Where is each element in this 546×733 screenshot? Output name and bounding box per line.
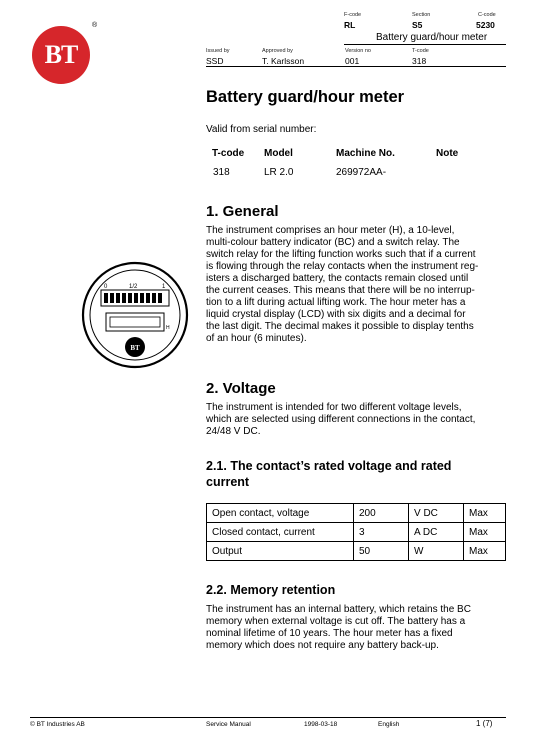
table-row <box>207 523 506 542</box>
rated-cell: Max <box>464 504 506 523</box>
footer-language: English <box>378 721 400 728</box>
info-cell-machine: 269972AA- <box>336 167 387 178</box>
rated-cell: Max <box>464 523 506 542</box>
rated-cell: 3 <box>354 523 409 542</box>
page-title: Battery guard/hour meter <box>206 88 405 106</box>
table-row <box>207 504 506 523</box>
issued-label: Issued by <box>206 48 230 54</box>
info-header-tcode: T-code <box>212 148 245 159</box>
rated-voltage-table <box>206 503 506 561</box>
gauge-right-label: 1 <box>162 284 166 290</box>
footer-rule <box>30 717 506 718</box>
info-cell-tcode: 318 <box>213 167 230 178</box>
header-rule-bottom <box>206 66 506 67</box>
approved-label: Approved by <box>262 48 293 54</box>
tcode-label: T-code <box>412 48 429 54</box>
section-memory-text: The instrument has an internal battery, which retains the BC memory when external voltage is cut off. The battery has a nominal lifetime of 10 years. The hour meter has a fixed memory which does not require any battery back-up. <box>206 604 471 651</box>
section-memory-heading: 2.2. Memory retention <box>206 583 336 597</box>
gauge-left-label: 0 <box>104 284 108 290</box>
header-doc-title: Battery guard/hour meter <box>376 32 488 43</box>
rated-cell: 50 <box>354 542 409 561</box>
ccode-label: C-code <box>478 12 496 18</box>
section-label: Section <box>412 12 431 18</box>
footer-page-number: 1 (7) <box>476 719 493 728</box>
version-value: 001 <box>345 56 360 66</box>
gauge-bt-logo: BT <box>130 344 140 352</box>
gauge-scale-label: 1/2 <box>129 284 138 290</box>
registered-mark: ® <box>92 22 98 29</box>
footer-manual: Service Manual <box>206 721 251 728</box>
valid-from-text: Valid from serial number: <box>206 124 317 135</box>
battery-gauge-illustration <box>80 260 190 370</box>
rated-cell: Max <box>464 542 506 561</box>
fcode-value: RL <box>344 20 356 30</box>
issued-value: SSD <box>206 56 224 66</box>
footer-date: 1998-03-18 <box>304 721 338 728</box>
footer-copyright: © BT Industries AB <box>30 721 85 728</box>
section-rated-heading: 2.1. The contact’s rated voltage and rated current <box>206 459 452 489</box>
tcode-value: 318 <box>412 56 427 66</box>
bt-logo <box>32 26 90 84</box>
section-voltage-text: The instrument is intended for two different voltage levels, which are selected using different connections in the contact, 24/48 V DC. <box>206 402 476 437</box>
info-header-note: Note <box>436 148 459 159</box>
rated-cell: V DC <box>409 504 464 523</box>
approved-value: T. Karlsson <box>262 56 305 66</box>
rated-cell: Closed contact, current <box>207 523 354 542</box>
gauge-h-label: H <box>166 325 170 331</box>
section-general-heading: 1. General <box>206 203 279 220</box>
info-cell-model: LR 2.0 <box>264 167 294 178</box>
rated-cell: 200 <box>354 504 409 523</box>
table-row <box>207 542 506 561</box>
rated-cell: Output <box>207 542 354 561</box>
section-voltage-heading: 2. Voltage <box>206 380 276 397</box>
section-general-text: The instrument comprises an hour meter (H), a 10-level, multi-colour battery indicator (BC) and a switch relay. The switch relay for the lifting function works such that if a current is flowing through the relay contacts when the instrument reg- isters a discharged battery, the contacts remain closed until the current ceases. This means that there will be no interrup- tion to a lift during actual lifting work. The hour meter has a liquid crystal display (LCD) with six digits and a decimal for the last digit. The decimal makes it possible to display tenths of an hour (6 minutes). <box>206 225 479 344</box>
info-header-machine: Machine No. <box>336 148 395 159</box>
section-value: S5 <box>412 20 423 30</box>
rated-cell: Open contact, voltage <box>207 504 354 523</box>
ccode-value: 5230 <box>476 20 495 30</box>
rated-cell: W <box>409 542 464 561</box>
bt-logo-text: BT <box>44 40 78 69</box>
rated-cell: A DC <box>409 523 464 542</box>
header-rule-top <box>344 44 506 45</box>
info-header-model: Model <box>264 148 293 159</box>
version-label: Version no <box>345 48 371 54</box>
fcode-label: F-code <box>344 12 362 18</box>
